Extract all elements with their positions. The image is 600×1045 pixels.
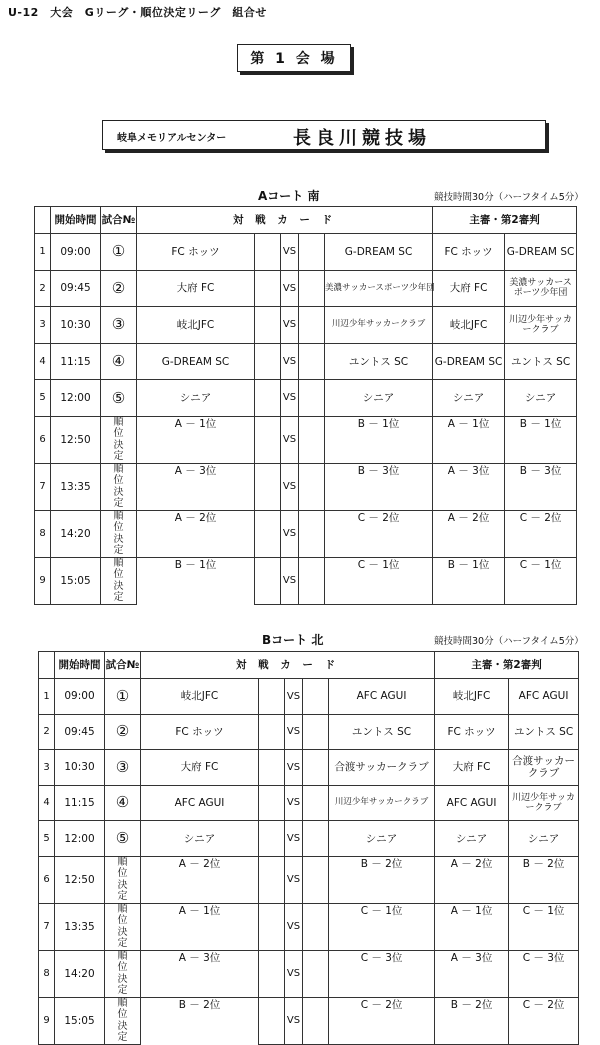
spacer-cell bbox=[259, 997, 285, 1044]
second-referee: B － 2位 bbox=[509, 856, 579, 903]
start-time: 12:00 bbox=[51, 380, 101, 417]
row-number: 5 bbox=[35, 380, 51, 417]
away-team: シニア bbox=[329, 821, 435, 857]
chief-referee: 岐北JFC bbox=[435, 679, 509, 715]
row-number: 4 bbox=[39, 785, 55, 821]
row-number: 7 bbox=[39, 903, 55, 950]
vs-label: VS bbox=[281, 270, 299, 307]
away-team: C － 1位 bbox=[329, 903, 435, 950]
match-number: 順位決定 bbox=[101, 416, 137, 463]
second-referee: 美濃サッカースポーツ少年団 bbox=[505, 270, 577, 307]
start-time: 15:05 bbox=[55, 997, 105, 1044]
match-number: ② bbox=[101, 270, 137, 307]
spacer-cell bbox=[255, 557, 281, 604]
start-time: 09:00 bbox=[55, 679, 105, 715]
chief-referee: B － 2位 bbox=[435, 997, 509, 1044]
home-team: 大府 FC bbox=[141, 750, 259, 786]
table-row bbox=[39, 679, 579, 715]
home-team: A － 3位 bbox=[141, 950, 259, 997]
vs-label: VS bbox=[281, 463, 299, 510]
chief-referee: AFC AGUI bbox=[435, 785, 509, 821]
row-number: 8 bbox=[35, 510, 51, 557]
away-team: ユントス SC bbox=[325, 343, 433, 380]
match-number: 順位決定 bbox=[105, 997, 141, 1044]
row-number: 5 bbox=[39, 821, 55, 857]
second-referee: C － 2位 bbox=[505, 510, 577, 557]
header-match-no: 試合№ bbox=[105, 652, 141, 679]
start-time: 14:20 bbox=[55, 950, 105, 997]
table-row bbox=[35, 270, 577, 307]
row-number: 8 bbox=[39, 950, 55, 997]
spacer-cell bbox=[303, 903, 329, 950]
row-number: 9 bbox=[35, 557, 51, 604]
start-time: 10:30 bbox=[51, 307, 101, 344]
stadium-box bbox=[102, 120, 546, 150]
document-title: U-12 大会 Gリーグ・順位決定リーグ 組合せ bbox=[8, 6, 267, 19]
chief-referee: 大府 FC bbox=[435, 750, 509, 786]
table-row bbox=[35, 307, 577, 344]
chief-referee: FC ホッツ bbox=[433, 234, 505, 271]
second-referee: C － 1位 bbox=[509, 903, 579, 950]
vs-label: VS bbox=[281, 416, 299, 463]
table-row bbox=[35, 463, 577, 510]
away-team: C － 3位 bbox=[329, 950, 435, 997]
second-referee: B － 3位 bbox=[505, 463, 577, 510]
vs-label: VS bbox=[285, 785, 303, 821]
spacer-cell bbox=[299, 463, 325, 510]
away-team: G-DREAM SC bbox=[325, 234, 433, 271]
match-number: ② bbox=[105, 714, 141, 750]
row-number: 4 bbox=[35, 343, 51, 380]
row-number: 7 bbox=[35, 463, 51, 510]
vs-label: VS bbox=[281, 307, 299, 344]
second-referee: C － 1位 bbox=[505, 557, 577, 604]
row-number: 2 bbox=[35, 270, 51, 307]
home-team: B － 1位 bbox=[137, 557, 255, 604]
table-row bbox=[39, 821, 579, 857]
second-referee: ユントス SC bbox=[505, 343, 577, 380]
spacer-cell bbox=[303, 997, 329, 1044]
spacer-cell bbox=[303, 821, 329, 857]
header-match-card: 対 戦 カ ー ド bbox=[141, 652, 435, 679]
header-match-card: 対 戦 カ ー ド bbox=[137, 207, 433, 234]
spacer-cell bbox=[303, 856, 329, 903]
start-time: 12:50 bbox=[55, 856, 105, 903]
row-number: 1 bbox=[39, 679, 55, 715]
away-team: 美濃サッカースポーツ少年団 bbox=[325, 270, 433, 307]
chief-referee: 大府 FC bbox=[433, 270, 505, 307]
row-number: 2 bbox=[39, 714, 55, 750]
spacer-cell bbox=[303, 750, 329, 786]
table-row bbox=[39, 950, 579, 997]
start-time: 13:35 bbox=[55, 903, 105, 950]
spacer-cell bbox=[259, 714, 285, 750]
away-team: B － 2位 bbox=[329, 856, 435, 903]
header-start-time: 開始時間 bbox=[51, 207, 101, 234]
chief-referee: 岐北JFC bbox=[433, 307, 505, 344]
court-a-match-time: 競技時間30分（ハーフタイム5分） bbox=[434, 192, 584, 203]
away-team: ユントス SC bbox=[329, 714, 435, 750]
spacer-cell bbox=[299, 510, 325, 557]
spacer-cell bbox=[259, 750, 285, 786]
header-referee: 主審・第2審判 bbox=[435, 652, 579, 679]
spacer-cell bbox=[303, 950, 329, 997]
start-time: 09:45 bbox=[55, 714, 105, 750]
table-row bbox=[35, 343, 577, 380]
second-referee: C － 3位 bbox=[509, 950, 579, 997]
vs-label: VS bbox=[285, 997, 303, 1044]
second-referee: AFC AGUI bbox=[509, 679, 579, 715]
row-number: 3 bbox=[39, 750, 55, 786]
spacer-cell bbox=[299, 270, 325, 307]
start-time: 11:15 bbox=[51, 343, 101, 380]
court-a-schedule-table bbox=[34, 206, 577, 605]
home-team: B － 2位 bbox=[141, 997, 259, 1044]
home-team: A － 2位 bbox=[137, 510, 255, 557]
spacer-cell bbox=[259, 903, 285, 950]
start-time: 12:50 bbox=[51, 416, 101, 463]
start-time: 13:35 bbox=[51, 463, 101, 510]
second-referee: シニア bbox=[505, 380, 577, 417]
match-number: ⑤ bbox=[105, 821, 141, 857]
row-number: 3 bbox=[35, 307, 51, 344]
second-referee: C － 2位 bbox=[509, 997, 579, 1044]
chief-referee: A － 3位 bbox=[435, 950, 509, 997]
header-referee: 主審・第2審判 bbox=[433, 207, 577, 234]
home-team: FC ホッツ bbox=[141, 714, 259, 750]
second-referee: 合渡サッカークラブ bbox=[509, 750, 579, 786]
table-row bbox=[39, 856, 579, 903]
start-time: 09:45 bbox=[51, 270, 101, 307]
home-team: A － 1位 bbox=[137, 416, 255, 463]
spacer-cell bbox=[303, 714, 329, 750]
stadium-name: 長良川競技場 bbox=[293, 128, 431, 149]
header-blank bbox=[35, 207, 51, 234]
spacer-cell bbox=[259, 785, 285, 821]
spacer-cell bbox=[299, 416, 325, 463]
spacer-cell bbox=[299, 380, 325, 417]
venue-label: 第 1 会 場 bbox=[237, 44, 351, 72]
match-number: ① bbox=[101, 234, 137, 271]
header-match-no: 試合№ bbox=[101, 207, 137, 234]
start-time: 09:00 bbox=[51, 234, 101, 271]
match-number: 順位決定 bbox=[101, 557, 137, 604]
home-team: 大府 FC bbox=[137, 270, 255, 307]
home-team: FC ホッツ bbox=[137, 234, 255, 271]
table-row bbox=[35, 416, 577, 463]
spacer-cell bbox=[259, 950, 285, 997]
spacer-cell bbox=[255, 380, 281, 417]
vs-label: VS bbox=[281, 380, 299, 417]
vs-label: VS bbox=[285, 903, 303, 950]
match-number: 順位決定 bbox=[101, 463, 137, 510]
chief-referee: B － 1位 bbox=[433, 557, 505, 604]
row-number: 6 bbox=[39, 856, 55, 903]
spacer-cell bbox=[299, 343, 325, 380]
second-referee: 川辺少年サッカークラブ bbox=[509, 785, 579, 821]
vs-label: VS bbox=[285, 950, 303, 997]
stadium-center-name: 岐阜メモリアルセンター bbox=[117, 133, 227, 144]
header-row bbox=[35, 207, 577, 234]
vs-label: VS bbox=[285, 714, 303, 750]
match-number: ③ bbox=[105, 750, 141, 786]
chief-referee: G-DREAM SC bbox=[433, 343, 505, 380]
table-row bbox=[39, 903, 579, 950]
court-b-title: Bコート 北 bbox=[262, 633, 324, 647]
vs-label: VS bbox=[285, 856, 303, 903]
row-number: 6 bbox=[35, 416, 51, 463]
start-time: 14:20 bbox=[51, 510, 101, 557]
chief-referee: A － 1位 bbox=[435, 903, 509, 950]
spacer-cell bbox=[255, 307, 281, 344]
match-number: ④ bbox=[101, 343, 137, 380]
away-team: AFC AGUI bbox=[329, 679, 435, 715]
away-team: C － 2位 bbox=[325, 510, 433, 557]
second-referee: ユントス SC bbox=[509, 714, 579, 750]
spacer-cell bbox=[299, 557, 325, 604]
start-time: 15:05 bbox=[51, 557, 101, 604]
vs-label: VS bbox=[281, 510, 299, 557]
home-team: 岐北JFC bbox=[137, 307, 255, 344]
header-blank bbox=[39, 652, 55, 679]
spacer-cell bbox=[303, 679, 329, 715]
second-referee: シニア bbox=[509, 821, 579, 857]
match-number: 順位決定 bbox=[105, 950, 141, 997]
table-row bbox=[39, 750, 579, 786]
court-a-title: Aコート 南 bbox=[258, 189, 320, 203]
chief-referee: シニア bbox=[433, 380, 505, 417]
spacer-cell bbox=[259, 679, 285, 715]
table-row bbox=[39, 785, 579, 821]
table-row bbox=[35, 557, 577, 604]
away-team: 川辺少年サッカークラブ bbox=[329, 785, 435, 821]
away-team: B － 1位 bbox=[325, 416, 433, 463]
spacer-cell bbox=[303, 785, 329, 821]
start-time: 11:15 bbox=[55, 785, 105, 821]
second-referee: 川辺少年サッカークラブ bbox=[505, 307, 577, 344]
home-team: AFC AGUI bbox=[141, 785, 259, 821]
chief-referee: A － 1位 bbox=[433, 416, 505, 463]
row-number: 9 bbox=[39, 997, 55, 1044]
table-row bbox=[35, 380, 577, 417]
chief-referee: A － 2位 bbox=[433, 510, 505, 557]
home-team: 岐北JFC bbox=[141, 679, 259, 715]
vs-label: VS bbox=[285, 821, 303, 857]
vs-label: VS bbox=[281, 343, 299, 380]
match-number: ⑤ bbox=[101, 380, 137, 417]
table-row bbox=[39, 997, 579, 1044]
away-team: C － 2位 bbox=[329, 997, 435, 1044]
start-time: 10:30 bbox=[55, 750, 105, 786]
away-team: 合渡サッカークラブ bbox=[329, 750, 435, 786]
home-team: A － 2位 bbox=[141, 856, 259, 903]
vs-label: VS bbox=[281, 234, 299, 271]
row-number: 1 bbox=[35, 234, 51, 271]
table-row bbox=[35, 510, 577, 557]
second-referee: G-DREAM SC bbox=[505, 234, 577, 271]
spacer-cell bbox=[255, 510, 281, 557]
vs-label: VS bbox=[285, 750, 303, 786]
vs-label: VS bbox=[285, 679, 303, 715]
home-team: A － 1位 bbox=[141, 903, 259, 950]
chief-referee: A － 2位 bbox=[435, 856, 509, 903]
home-team: シニア bbox=[141, 821, 259, 857]
home-team: シニア bbox=[137, 380, 255, 417]
spacer-cell bbox=[255, 234, 281, 271]
spacer-cell bbox=[299, 234, 325, 271]
table-row bbox=[35, 234, 577, 271]
chief-referee: A － 3位 bbox=[433, 463, 505, 510]
spacer-cell bbox=[259, 856, 285, 903]
table-row bbox=[39, 714, 579, 750]
vs-label: VS bbox=[281, 557, 299, 604]
match-number: 順位決定 bbox=[105, 903, 141, 950]
spacer-cell bbox=[259, 821, 285, 857]
header-row bbox=[39, 652, 579, 679]
match-number: ① bbox=[105, 679, 141, 715]
match-number: 順位決定 bbox=[101, 510, 137, 557]
court-b-match-time: 競技時間30分（ハーフタイム5分） bbox=[434, 636, 584, 647]
home-team: A － 3位 bbox=[137, 463, 255, 510]
start-time: 12:00 bbox=[55, 821, 105, 857]
header-start-time: 開始時間 bbox=[55, 652, 105, 679]
home-team: G-DREAM SC bbox=[137, 343, 255, 380]
away-team: C － 1位 bbox=[325, 557, 433, 604]
spacer-cell bbox=[299, 307, 325, 344]
spacer-cell bbox=[255, 416, 281, 463]
chief-referee: FC ホッツ bbox=[435, 714, 509, 750]
away-team: 川辺少年サッカークラブ bbox=[325, 307, 433, 344]
spacer-cell bbox=[255, 463, 281, 510]
match-number: ④ bbox=[105, 785, 141, 821]
spacer-cell bbox=[255, 343, 281, 380]
spacer-cell bbox=[255, 270, 281, 307]
away-team: シニア bbox=[325, 380, 433, 417]
match-number: 順位決定 bbox=[105, 856, 141, 903]
chief-referee: シニア bbox=[435, 821, 509, 857]
court-b-schedule-table bbox=[38, 651, 579, 1045]
away-team: B － 3位 bbox=[325, 463, 433, 510]
second-referee: B － 1位 bbox=[505, 416, 577, 463]
match-number: ③ bbox=[101, 307, 137, 344]
